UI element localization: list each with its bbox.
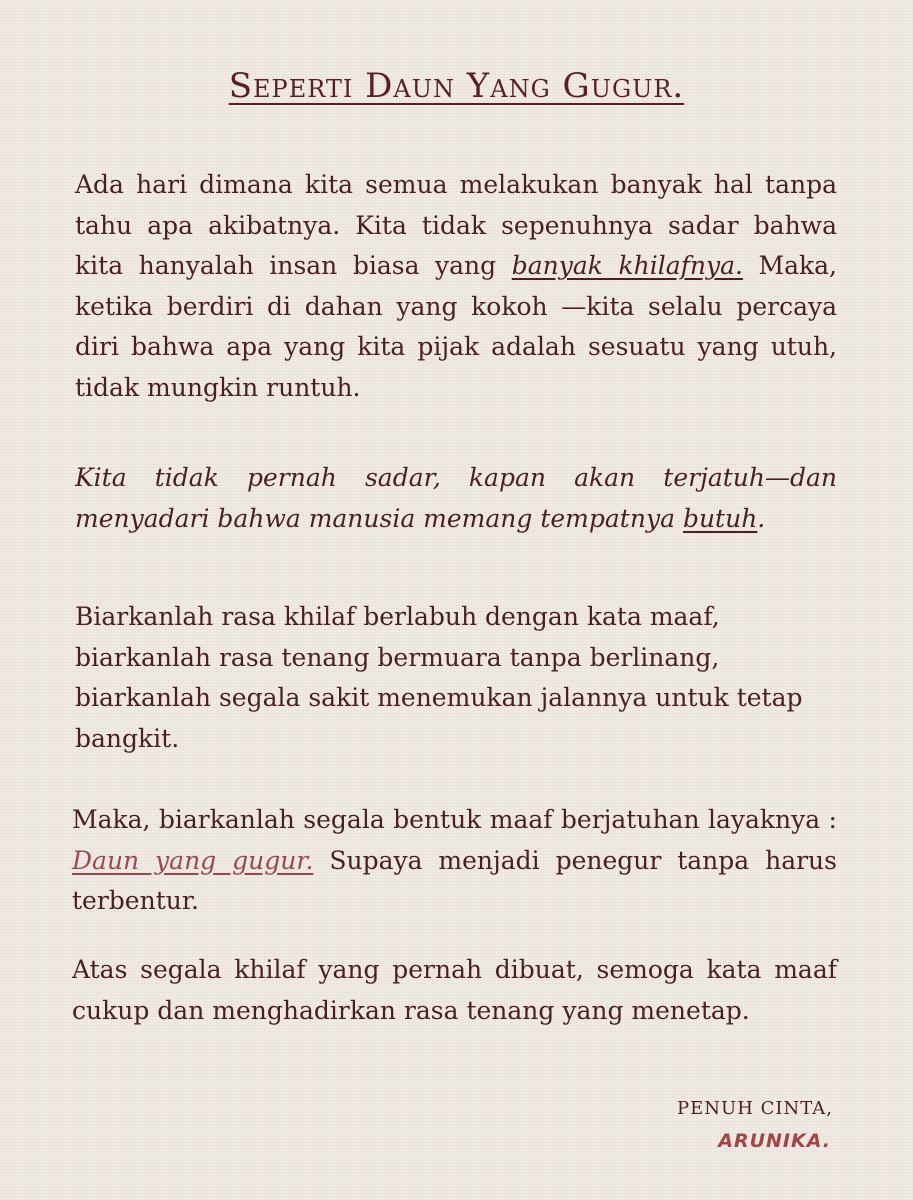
paragraph-2-underlined: butuh <box>682 503 758 533</box>
signature-name: ARUNIKA. <box>718 1130 831 1152</box>
paragraph-4-text-a: Maka, biarkanlah segala bentuk maaf berjatuhan layaknya : <box>72 805 837 834</box>
paragraph-1-underlined: banyak khilafnya. <box>511 251 743 280</box>
paragraph-2-text-a: Kita tidak pernah sadar, kapan akan terjatuh—dan menyadari bahwa manusia memang tempatnya <box>75 463 837 533</box>
paragraph-4-text-b: Supaya menjadi penegur tanpa harus terbentur. <box>72 845 837 915</box>
paragraph-3-line-3: biarkanlah segala sakit menemukan jalannya untuk tetap bangkit. <box>75 683 803 753</box>
title-text: Seperti Daun Yang Gugur. <box>228 66 685 106</box>
paragraph-1-text-a: Ada hari dimana kita semua melakukan banyak hal tanpa tahu apa akibatnya. Kita tidak sepenuhnya sadar bahwa kita hanyalah insan biasa yang <box>75 170 837 280</box>
paragraph-3-line-2: biarkanlah rasa tenang bermuara tanpa berlinang, <box>75 642 720 672</box>
paragraph-5: Atas segala khilaf yang pernah dibuat, semoga kata maaf cukup dan menghadirkan rasa tenang yang menetap. <box>72 955 837 1025</box>
paragraph-3 <box>75 597 837 759</box>
signature-closing: PENUH CINTA, <box>677 1098 833 1119</box>
paragraph-2 <box>75 458 837 539</box>
paragraph-4 <box>72 800 837 922</box>
page-title <box>0 66 913 106</box>
paragraph-3-line-1: Biarkanlah rasa khilaf berlabuh dengan kata maaf, <box>75 602 720 631</box>
paragraph-1 <box>75 165 837 408</box>
paragraph-2-text-b: . <box>757 503 766 533</box>
paragraph-4-highlight: Daun yang gugur. <box>72 845 314 875</box>
paragraph-1-text-b: Maka, ketika berdiri di dahan yang kokoh —kita selalu percaya diri bahwa apa yang kita pijak adalah sesuatu yang utuh, tidak mungkin runtuh. <box>75 251 837 402</box>
